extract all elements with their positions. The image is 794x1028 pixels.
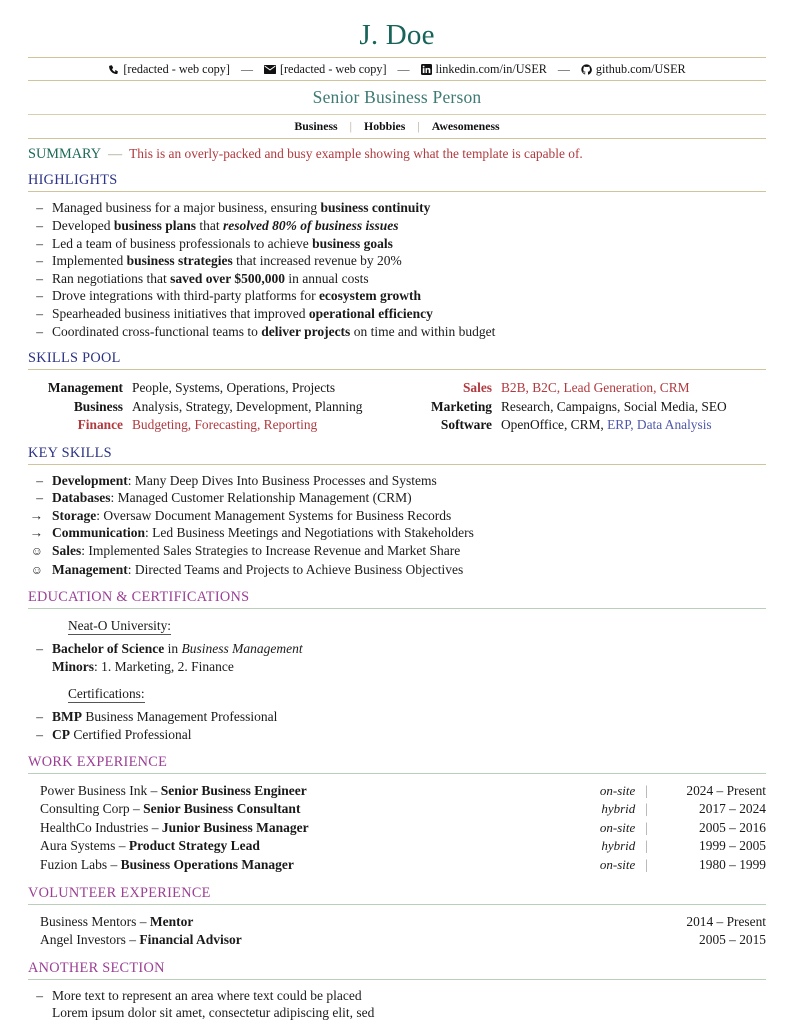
list-bullet-icon: – (36, 709, 43, 725)
skill-category-label: Finance (77, 417, 123, 433)
list-item-text: Storage: Oversaw Document Management Systems for Business Records (52, 507, 452, 523)
key-skills-list (28, 465, 766, 582)
summary-label: SUMMARY (28, 146, 102, 163)
tagline-hobbies: Hobbies (364, 119, 406, 134)
education-degree-list (28, 638, 766, 677)
volunteer-role: Mentor (149, 913, 194, 929)
list-item-text: Drove integrations with third-party platforms for ecosystem growth (52, 288, 422, 304)
skill-row (28, 416, 397, 435)
linkedin-icon (421, 64, 432, 75)
list-item (28, 217, 766, 235)
experience-dates: 2005 – 2016 (699, 819, 766, 835)
volunteer-org: Business Mentors (40, 913, 137, 929)
volunteer-title (40, 913, 654, 932)
contact-linkedin[interactable] (421, 62, 547, 77)
list-item-text: BMP Business Management Professional (52, 709, 278, 725)
experience-bar-separator: | (645, 838, 648, 854)
experience-company: Fuzion Labs (40, 857, 108, 872)
section-heading-skills-pool: SKILLS POOL (28, 350, 121, 367)
volunteer-row (28, 913, 766, 932)
experience-role: Senior Business Consultant (143, 801, 301, 817)
tagline-row (28, 115, 766, 138)
skills-column-left (28, 379, 397, 435)
skill-values: Research, Campaigns, Social Media, SEO (501, 398, 727, 414)
contact-row (28, 58, 766, 80)
skills-pool-columns (28, 370, 766, 437)
skills-column-right (397, 379, 766, 435)
experience-company: Power Business Ink (40, 782, 148, 798)
list-bullet-icon: – (36, 727, 43, 743)
experience-separator: – (129, 801, 144, 817)
section-heading-highlights: HIGHLIGHTS (28, 172, 118, 189)
experience-location: on-site (599, 819, 636, 835)
experience-separator: – (107, 857, 121, 872)
experience-role: Senior Business Engineer (160, 782, 307, 798)
experience-location: on-site (599, 857, 636, 872)
list-bullet-icon: – (36, 253, 43, 269)
list-item (28, 287, 766, 305)
skill-category-label: Software (440, 417, 492, 433)
list-item-text: Developed business plans that resolved 80% of business issues (52, 218, 399, 234)
contact-phone[interactable] (108, 62, 230, 77)
experience-title (40, 800, 573, 819)
list-item-text: Management: Directed Teams and Projects to Achieve Business Objectives (52, 561, 464, 577)
experience-bar-separator: | (645, 857, 648, 872)
experience-row (28, 856, 766, 875)
tagline-awesomeness: Awesomeness (431, 119, 500, 134)
list-item-text: Managed business for a major business, ensuring business continuity (52, 200, 431, 216)
experience-bar-separator: | (645, 801, 648, 817)
list-item (28, 472, 766, 490)
list-bullet-icon: – (36, 270, 43, 286)
contact-separator-3: — (557, 62, 570, 77)
list-bullet-icon: – (36, 987, 43, 1003)
section-heading-volunteer: VOLUNTEER EXPERIENCE (28, 884, 211, 901)
experience-dates: 2017 – 2024 (699, 801, 766, 817)
experience-bar-separator: | (645, 782, 648, 798)
email-icon (264, 64, 276, 75)
list-item (28, 305, 766, 323)
contact-separator: — (240, 62, 253, 77)
list-item (28, 235, 766, 253)
list-item (28, 507, 766, 525)
tagline-business: Business (294, 119, 338, 134)
skill-row (397, 416, 766, 435)
contact-linkedin-text: linkedin.com/in/USER (435, 62, 547, 77)
list-item-text: Databases: Managed Customer Relationship Management (CRM) (52, 490, 412, 506)
summary-section (28, 139, 766, 164)
list-bullet-icon: ☺ (30, 562, 43, 577)
job-subtitle: Senior Business Person (312, 87, 482, 108)
section-heading-key-skills: KEY SKILLS (28, 444, 112, 461)
list-item (28, 323, 766, 341)
experience-role: Business Operations Manager (120, 857, 294, 872)
experience-separator: – (148, 819, 162, 835)
experience-company: HealthCo Industries (40, 819, 149, 835)
list-item-text: Lorem ipsum dolor sit amet, consectetur adipiscing elit, sed (52, 1005, 375, 1021)
experience-company: Consulting Corp (40, 801, 130, 817)
skill-values: B2B, B2C, Lead Generation, CRM (501, 380, 690, 396)
skill-row (397, 398, 766, 417)
list-item (28, 708, 766, 726)
list-item-text: Communication: Led Business Meetings and Negotiations with Stakeholders (52, 525, 474, 541)
list-item-text: Minors: 1. Marketing, 2. Finance (52, 658, 234, 674)
phone-icon (108, 64, 119, 75)
work-experience-list (28, 774, 766, 877)
experience-dates: 2024 – Present (686, 782, 766, 798)
experience-company: Aura Systems (40, 838, 116, 854)
experience-row (28, 800, 766, 819)
contact-github-text: github.com/USER (595, 62, 686, 77)
list-bullet-icon: – (36, 288, 43, 304)
volunteer-separator: – (125, 932, 140, 948)
experience-role: Product Strategy Lead (128, 838, 260, 854)
experience-row (28, 837, 766, 856)
skill-category-label: Sales (462, 380, 492, 396)
list-item (28, 987, 766, 1005)
contact-email-text: [redacted - web copy] (279, 62, 387, 77)
list-item (28, 640, 766, 658)
list-bullet-icon: – (36, 490, 43, 506)
experience-row (28, 782, 766, 801)
list-item-text: Spearheaded business initiatives that improved operational efficiency (52, 306, 433, 321)
experience-bar-separator: | (645, 819, 648, 835)
education-school-label: Neat-O University: (68, 618, 172, 634)
summary-dash: — (108, 147, 123, 163)
list-bullet-icon: → (29, 525, 43, 541)
list-item-text: Coordinated cross-functional teams to deliver projects on time and within budget (52, 323, 496, 339)
experience-role: Junior Business Manager (161, 819, 309, 835)
section-heading-work-experience: WORK EXPERIENCE (28, 753, 168, 770)
page-title: J. Doe (359, 19, 435, 51)
volunteer-dates: 2014 – Present (686, 913, 766, 929)
volunteer-dates: 2005 – 2015 (699, 932, 766, 948)
skill-category-label: Marketing (431, 398, 492, 414)
volunteer-title (40, 931, 654, 950)
skill-values: Budgeting, Forecasting, Reporting (132, 417, 318, 433)
list-bullet-icon: – (36, 306, 43, 321)
volunteer-role: Financial Advisor (139, 932, 242, 948)
section-heading-education: EDUCATION & CERTIFICATIONS (28, 589, 250, 606)
list-item (28, 658, 766, 676)
contact-separator-2: — (397, 62, 410, 77)
volunteer-org: Angel Investors (40, 932, 126, 948)
experience-title (40, 837, 573, 856)
volunteer-list (28, 905, 766, 952)
experience-dates: 1999 – 2005 (699, 838, 766, 854)
skill-category-label: Management (47, 380, 123, 396)
list-item-text: Led a team of business professionals to achieve business goals (52, 235, 393, 251)
list-item (28, 199, 766, 217)
list-bullet-icon: – (36, 235, 43, 251)
list-bullet-icon: → (29, 507, 43, 523)
list-item (28, 489, 766, 507)
skill-values: OpenOffice, CRM, ERP, Data Analysis (501, 417, 712, 433)
experience-location: hybrid (601, 838, 636, 854)
list-item (28, 542, 766, 561)
list-item (28, 524, 766, 542)
experience-title (40, 856, 573, 875)
list-item (28, 1004, 766, 1022)
list-item-text: Ran negotiations that saved over $500,000 in annual costs (52, 270, 369, 286)
list-bullet-icon: – (36, 200, 43, 216)
contact-github[interactable] (581, 62, 686, 77)
list-item-text: Bachelor of Science in Business Management (52, 641, 303, 657)
experience-location: hybrid (601, 801, 636, 817)
experience-title (40, 782, 573, 801)
skill-values: People, Systems, Operations, Projects (132, 380, 336, 396)
list-item-text: Development: Many Deep Dives Into Business Processes and Systems (52, 472, 437, 488)
experience-row (28, 819, 766, 838)
list-bullet-icon: – (36, 641, 43, 657)
education-cert-list (28, 706, 766, 745)
education-cert-label: Certifications: (68, 686, 145, 702)
list-bullet-icon: – (36, 323, 43, 339)
list-item-text: More text to represent an area where text could be placed (52, 987, 362, 1003)
skill-values: Analysis, Strategy, Development, Planning (132, 398, 363, 414)
list-item-text: Implemented business strategies that increased revenue by 20% (52, 253, 402, 269)
volunteer-separator: – (136, 913, 150, 929)
experience-dates: 1980 – 1999 (699, 857, 766, 872)
list-bullet-icon: – (36, 472, 43, 488)
list-item (28, 561, 766, 580)
list-item (28, 726, 766, 744)
skill-row (28, 398, 397, 417)
list-bullet-icon: – (36, 218, 43, 234)
another-section-list (28, 980, 766, 1024)
github-icon (581, 64, 592, 75)
contact-email[interactable] (264, 62, 387, 77)
tagline-bar-1: | (349, 119, 353, 134)
experience-separator: – (115, 838, 129, 854)
skill-row (397, 379, 766, 398)
list-bullet-icon: ☺ (30, 544, 43, 559)
highlights-list (28, 192, 766, 342)
section-heading-another: ANOTHER SECTION (28, 959, 165, 976)
tagline-bar-2: | (417, 119, 420, 134)
list-item (28, 252, 766, 270)
list-item-text: CP Certified Professional (52, 727, 192, 743)
summary-text: This is an overly-packed and busy example showing what the template is capable of. (129, 146, 583, 162)
skill-row (28, 379, 397, 398)
skill-category-label: Business (73, 398, 123, 414)
contact-phone-text: [redacted - web copy] (123, 62, 230, 77)
list-item-text: Sales: Implemented Sales Strategies to Increase Revenue and Market Share (52, 543, 461, 559)
experience-separator: – (147, 782, 161, 798)
experience-location: on-site (599, 782, 636, 798)
experience-title (40, 819, 573, 838)
list-item (28, 270, 766, 288)
volunteer-row (28, 931, 766, 950)
